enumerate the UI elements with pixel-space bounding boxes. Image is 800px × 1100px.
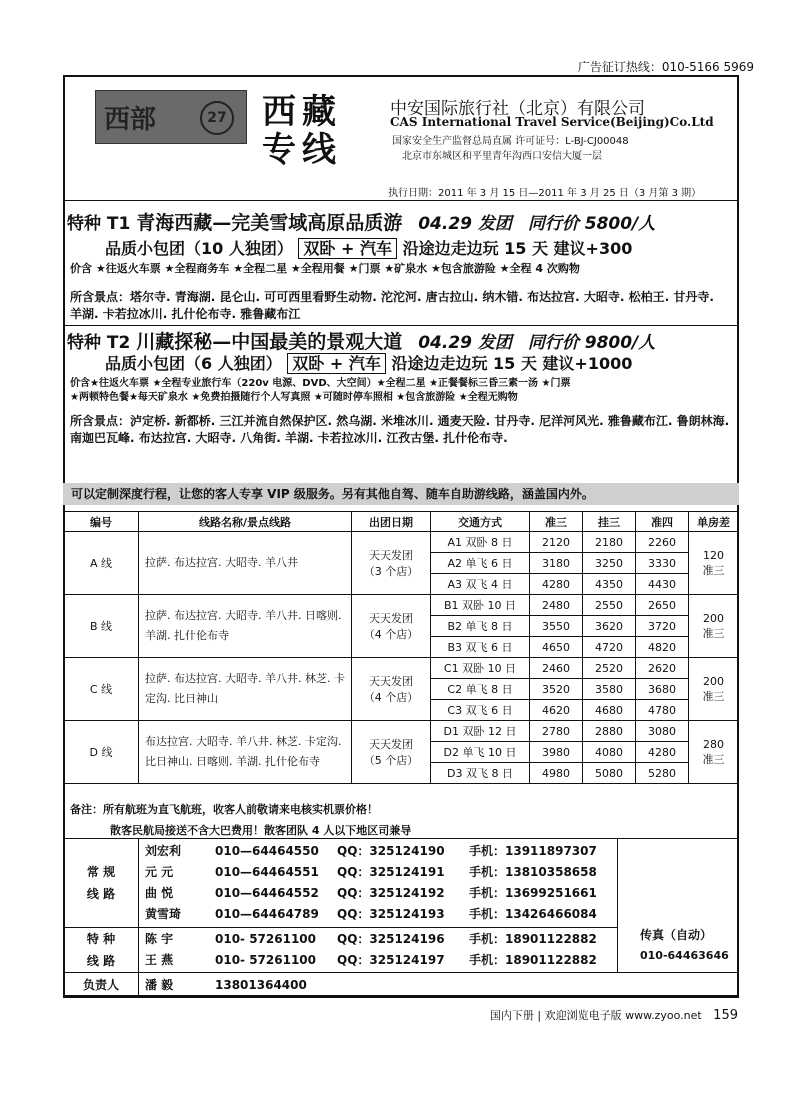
transport-cell: C1 双卧 10 日 bbox=[431, 658, 530, 679]
logo-number: 27 bbox=[200, 101, 234, 135]
table-header-row bbox=[64, 512, 739, 532]
special-contacts bbox=[139, 928, 618, 973]
col-transport: 交通方式 bbox=[431, 512, 530, 532]
fax-cell bbox=[618, 839, 739, 973]
diff-grade: 准三 bbox=[702, 689, 725, 703]
transport-cell: C2 单飞 8 日 bbox=[431, 679, 530, 700]
contact-field: QQ：325124193 bbox=[337, 907, 445, 921]
line-date bbox=[352, 721, 431, 784]
contact-field: 010—64464789 bbox=[215, 907, 319, 921]
contact-field: 手机：18901122882 bbox=[469, 953, 597, 967]
contact-field: QQ：325124196 bbox=[337, 932, 445, 946]
price-cell: 3520 bbox=[530, 679, 583, 700]
transport-cell: C3 双飞 6 日 bbox=[431, 700, 530, 721]
contact-field: 手机：13911897307 bbox=[469, 844, 597, 858]
t2-transport: 双卧 + 汽车 bbox=[287, 353, 386, 374]
line-date-text: 天天发团 bbox=[369, 549, 413, 562]
t1-title bbox=[67, 208, 735, 235]
t1-group: 品质小包团（10 人独团） bbox=[105, 239, 293, 258]
price-cell: 3680 bbox=[636, 679, 689, 700]
t2-group: 品质小包团（6 人独团） bbox=[105, 354, 282, 373]
contact-field: 元 元 bbox=[145, 865, 174, 879]
t2-desc: 沿途边走边玩 15 天 建议+1000 bbox=[391, 354, 633, 373]
price-cell: 3980 bbox=[530, 742, 583, 763]
contact-field: QQ：325124192 bbox=[337, 886, 445, 900]
price-cell: 4280 bbox=[636, 742, 689, 763]
line-date-shops: （3 个店） bbox=[363, 565, 419, 578]
price-cell: 4350 bbox=[583, 574, 636, 595]
transport-cell: B2 单飞 8 日 bbox=[431, 616, 530, 637]
price-cell: 4650 bbox=[530, 637, 583, 658]
t1-includes: 价含 ★往返火车票 ★全程商务车 ★全程二星 ★全程用餐 ★门票 ★矿泉水 ★包含旅游险 ★全程 4 次购物 bbox=[70, 262, 580, 275]
contact-field: 13801364400 bbox=[215, 977, 307, 992]
contact-field: QQ：325124197 bbox=[337, 953, 445, 967]
t2-subtitle bbox=[105, 351, 632, 374]
note-transfer: 散客民航局接送不含大巴费用！散客团队 4 人以下地区司兼导 bbox=[110, 824, 412, 837]
price-cell: 3720 bbox=[636, 616, 689, 637]
single-diff bbox=[689, 658, 739, 721]
price-cell: 4280 bbox=[530, 574, 583, 595]
diff-value: 280 bbox=[703, 737, 724, 751]
single-diff bbox=[689, 532, 739, 595]
line-date-shops: （4 个店） bbox=[363, 628, 419, 641]
fax-number: 010-64463646 bbox=[640, 949, 729, 962]
transport-cell: A3 双飞 4 日 bbox=[431, 574, 530, 595]
contact-field: 010—64464552 bbox=[215, 886, 319, 900]
company-name-cn: 中安国际旅行社（北京）有限公司 bbox=[390, 99, 645, 119]
contact-field: QQ：325124190 bbox=[337, 844, 445, 858]
contact-row bbox=[139, 904, 617, 925]
t2-depart: 04.29 发团 bbox=[418, 333, 512, 353]
line-id: C 线 bbox=[64, 658, 139, 721]
t2-includes-1: 价含★往返火车票 ★全程专业旅行车（220v 电源、DVD、大空间）★全程二星 ★正餐餐标三昏三素一汤 ★门票 bbox=[70, 378, 571, 389]
regular-contacts bbox=[139, 839, 618, 928]
contact-field: 010—64464550 bbox=[215, 844, 319, 858]
t1-subtitle bbox=[105, 236, 632, 259]
t2-includes-2: ★两顿特色餐★每天矿泉水 ★免费拍摄随行个人写真照 ★可随时停车照相 ★包含旅游险 ★全程无购物 bbox=[70, 392, 518, 403]
t1-transport: 双卧 + 汽车 bbox=[298, 238, 397, 259]
line-date-text: 天天发团 bbox=[369, 738, 413, 751]
line-date-shops: （4 个店） bbox=[363, 691, 419, 704]
contacts-table bbox=[63, 838, 739, 998]
line-date bbox=[352, 658, 431, 721]
price-cell: 3250 bbox=[583, 553, 636, 574]
price-cell: 2460 bbox=[530, 658, 583, 679]
transport-cell: B3 双飞 6 日 bbox=[431, 637, 530, 658]
company-name-en: CAS International Travel Service(Beijing)Co.Ltd bbox=[390, 115, 714, 129]
price-cell: 2180 bbox=[583, 532, 636, 553]
price-cell: 3330 bbox=[636, 553, 689, 574]
line-date-text: 天天发团 bbox=[369, 675, 413, 688]
divider bbox=[63, 325, 739, 326]
price-cell: 4780 bbox=[636, 700, 689, 721]
line-date bbox=[352, 532, 431, 595]
t1-depart: 04.29 发团 bbox=[418, 214, 512, 234]
logo-text: 西部 bbox=[104, 105, 157, 135]
price-cell: 4980 bbox=[530, 763, 583, 784]
footer-text: 国内下册 | 欢迎浏览电子版 www.zyoo.net bbox=[489, 1009, 702, 1022]
contact-field: 手机：18901122882 bbox=[469, 932, 597, 946]
col-single-diff: 单房差 bbox=[689, 512, 739, 532]
price-cell: 4820 bbox=[636, 637, 689, 658]
company-logo bbox=[95, 90, 247, 144]
contact-row bbox=[139, 975, 738, 996]
t2-name: 川藏探秘—中国最美的景观大道 bbox=[136, 331, 403, 353]
contact-field: 曲 悦 bbox=[145, 886, 174, 900]
t1-desc: 沿途边走边玩 15 天 建议+300 bbox=[402, 239, 633, 258]
contact-field: 潘 毅 bbox=[145, 977, 174, 992]
line-id: D 线 bbox=[64, 721, 139, 784]
single-diff bbox=[689, 595, 739, 658]
col-route: 线路名称/景点线路 bbox=[139, 512, 352, 532]
group-manager: 负责人 bbox=[64, 973, 139, 998]
col-id: 编号 bbox=[64, 512, 139, 532]
price-cell: 2550 bbox=[583, 595, 636, 616]
contact-field: 010- 57261100 bbox=[215, 953, 317, 967]
diff-value: 200 bbox=[703, 674, 724, 688]
price-cell: 5280 bbox=[636, 763, 689, 784]
line-route: 拉萨. 布达拉宫. 大昭寺. 羊八井. 日喀则. 羊湖. 扎什伦布寺 bbox=[139, 595, 352, 658]
t1-tag: 特种 T1 bbox=[67, 214, 131, 234]
diff-grade: 准三 bbox=[702, 563, 725, 577]
single-diff bbox=[689, 721, 739, 784]
line-route: 拉萨. 布达拉宫. 大昭寺. 羊八井 bbox=[139, 532, 352, 595]
col-price-b: 挂三 bbox=[583, 512, 636, 532]
price-cell: 2260 bbox=[636, 532, 689, 553]
diff-value: 200 bbox=[703, 611, 724, 625]
transport-cell: A2 单飞 6 日 bbox=[431, 553, 530, 574]
line-id: B 线 bbox=[64, 595, 139, 658]
manager-contact bbox=[139, 973, 739, 998]
line-route: 拉萨. 布达拉宫. 大昭寺. 羊八井. 林芝. 卡定沟. 比日神山 bbox=[139, 658, 352, 721]
price-cell: 4080 bbox=[583, 742, 636, 763]
t2-spots: 所含景点：泸定桥. 新都桥. 三江并流自然保护区. 然乌湖. 米堆冰川. 通麦天险. 甘丹寺. 尼洋河风光. 雅鲁藏布江. 鲁朗林海. 南迦巴瓦峰. 布达拉宫. 大昭寺. 八角街. 羊湖. 卡若拉冰川. 江孜古堡. 扎什伦布寺. bbox=[70, 414, 730, 445]
group-special: 特 种 线 路 bbox=[64, 928, 139, 973]
contact-field: 王 燕 bbox=[145, 953, 174, 967]
col-date: 出团日期 bbox=[352, 512, 431, 532]
ad-hotline: 广告征订热线：010-5166 5969 bbox=[577, 60, 754, 74]
transport-cell: D3 双飞 8 日 bbox=[431, 763, 530, 784]
diff-value: 120 bbox=[703, 548, 724, 562]
price-cell: 3580 bbox=[583, 679, 636, 700]
price-cell: 2120 bbox=[530, 532, 583, 553]
group-regular: 常 规 线 路 bbox=[64, 839, 139, 928]
line-date-text: 天天发团 bbox=[369, 612, 413, 625]
contact-row bbox=[139, 883, 617, 904]
price-cell: 3180 bbox=[530, 553, 583, 574]
contact-row bbox=[139, 862, 617, 883]
line-date-shops: （5 个店） bbox=[363, 754, 419, 767]
transport-cell: B1 双卧 10 日 bbox=[431, 595, 530, 616]
custom-trip-banner: 可以定制深度行程，让您的客人专享 VIP 级服务。另有其他自驾、随车自助游线路，涵盖国内外。 bbox=[63, 483, 739, 505]
contact-field: 陈 宇 bbox=[145, 932, 174, 946]
price-cell: 3080 bbox=[636, 721, 689, 742]
table-row bbox=[64, 595, 739, 616]
contact-field: 手机：13810358658 bbox=[469, 865, 597, 879]
price-cell: 2520 bbox=[583, 658, 636, 679]
col-price-a: 准三 bbox=[530, 512, 583, 532]
license-line: 国家安全生产监督总局直属 许可证号：L-BJ-CJ00048 bbox=[392, 136, 629, 147]
line-date bbox=[352, 595, 431, 658]
price-cell: 3550 bbox=[530, 616, 583, 637]
note-flights: 备注：所有航班为直飞航班，收客人前敬请来电核实机票价格！ bbox=[70, 803, 378, 816]
t1-spots: 所含景点：塔尔寺. 青海湖. 昆仑山. 可可西里看野生动物. 沱沱河. 唐古拉山. 纳木错. 布达拉宫. 大昭寺. 松柏王. 甘丹寺. 羊湖. 卡若拉冰川. 扎什伦布寺. 雅鲁藏布江 bbox=[70, 290, 714, 321]
routes-table bbox=[63, 511, 739, 784]
company-address: 北京市东城区和平里青年沟西口安信大厦一层 bbox=[402, 151, 602, 162]
contact-field: 010—64464551 bbox=[215, 865, 319, 879]
title-line: 专线 bbox=[262, 130, 342, 170]
price-cell: 2780 bbox=[530, 721, 583, 742]
transport-cell: D1 双卧 12 日 bbox=[431, 721, 530, 742]
page-footer bbox=[490, 1007, 738, 1023]
price-cell: 3620 bbox=[583, 616, 636, 637]
contact-field: 手机：13426466084 bbox=[469, 907, 597, 921]
price-cell: 2880 bbox=[583, 721, 636, 742]
contact-field: 刘宏利 bbox=[145, 844, 182, 858]
price-cell: 2480 bbox=[530, 595, 583, 616]
page-number: 159 bbox=[713, 1008, 738, 1023]
fax-label: 传真（自动） bbox=[640, 928, 713, 942]
execution-date: 执行日期：2011 年 3 月 15 日—2011 年 3 月 25 日（3 月第 3 期） bbox=[388, 188, 702, 199]
contact-row bbox=[139, 950, 617, 971]
contact-field: 手机：13699251661 bbox=[469, 886, 597, 900]
table-row bbox=[64, 658, 739, 679]
transport-cell: A1 双卧 8 日 bbox=[431, 532, 530, 553]
line-id: A 线 bbox=[64, 532, 139, 595]
price-cell: 5080 bbox=[583, 763, 636, 784]
price-cell: 4620 bbox=[530, 700, 583, 721]
diff-grade: 准三 bbox=[702, 752, 725, 766]
transport-cell: D2 单飞 10 日 bbox=[431, 742, 530, 763]
t2-price: 同行价 9800/人 bbox=[527, 333, 656, 353]
t1-price: 同行价 5800/人 bbox=[527, 214, 656, 234]
price-cell: 4430 bbox=[636, 574, 689, 595]
line-route: 布达拉宫. 大昭寺. 羊八井. 林芝. 卡定沟. 比日神山. 日喀则. 羊湖. 扎什伦布寺 bbox=[139, 721, 352, 784]
price-cell: 4720 bbox=[583, 637, 636, 658]
table-row bbox=[64, 721, 739, 742]
contact-field: 黄雪琦 bbox=[145, 907, 182, 921]
t1-name: 青海西藏—完美雪域高原品质游 bbox=[136, 212, 403, 234]
t2-title bbox=[67, 327, 735, 354]
contact-field: 010- 57261100 bbox=[215, 932, 317, 946]
divider bbox=[63, 200, 739, 201]
contact-row bbox=[139, 929, 617, 950]
contact-row bbox=[139, 841, 617, 862]
price-cell: 4680 bbox=[583, 700, 636, 721]
diff-grade: 准三 bbox=[702, 626, 725, 640]
price-cell: 2650 bbox=[636, 595, 689, 616]
col-price-c: 准四 bbox=[636, 512, 689, 532]
contact-field: QQ：325124191 bbox=[337, 865, 445, 879]
table-row bbox=[64, 532, 739, 553]
price-cell: 2620 bbox=[636, 658, 689, 679]
title-tibet: 西藏 bbox=[262, 92, 342, 132]
t2-tag: 特种 T2 bbox=[67, 333, 131, 353]
